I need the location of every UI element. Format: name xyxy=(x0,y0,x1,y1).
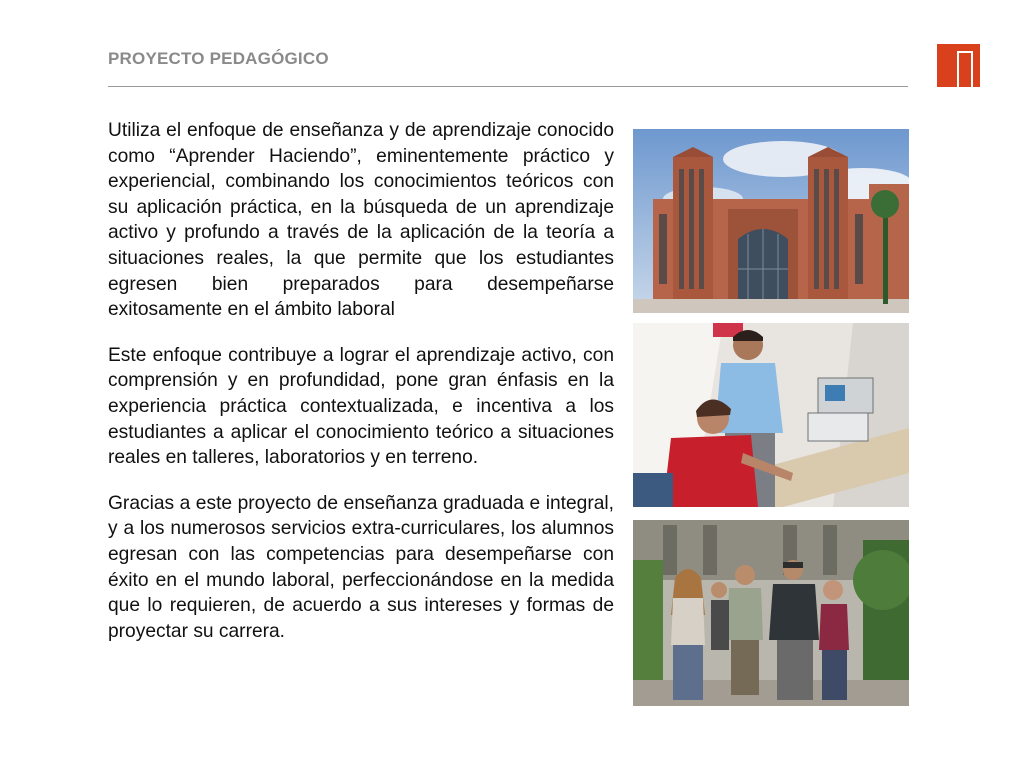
campus-building-photo xyxy=(633,129,909,313)
paragraph-1: Utiliza el enfoque de enseñanza y de aprendizaje conocido como “Aprender Haciendo”, eminentemente práctico y experiencial, combinando los conocimientos teóricos con su aplicación práctica, en la búsqueda de un aprendizaje activo y profundo a través de la aplicación de la teoría a situaciones reales, la que permite que los estudiantes egresen bien preparados para desempeñarse exitosamente en el ámbito laboral xyxy=(108,120,614,321)
lab-students-photo xyxy=(633,323,909,507)
paragraph-2: Este enfoque contribuye a lograr el aprendizaje activo, con comprensión y en profundidad, pone gran énfasis en la experiencia práctica contextualizada, e incentiva a los estudiantes a aplicar el conocimiento teórico a situaciones reales en talleres, laboratorios y en terreno. xyxy=(108,344,614,469)
page-title: PROYECTO PEDAGÓGICO xyxy=(108,49,329,68)
header-divider xyxy=(108,86,908,87)
walking-students-icon xyxy=(633,520,909,706)
lab-students-icon xyxy=(633,323,909,507)
body-text xyxy=(108,118,614,644)
red-square-logo-icon xyxy=(937,44,980,87)
campus-building-icon xyxy=(633,129,909,313)
paragraph-3: Gracias a este proyecto de enseñanza graduada e integral, y a los numerosos servicios extra-curriculares, los alumnos egresan con las competencias para desempeñarse con éxito en el mundo laboral, perfeccionándose en la medida que lo requieren, de acuerdo a sus intereses y formas de proyectar su carrera. xyxy=(108,492,614,642)
walking-students-photo xyxy=(633,520,909,706)
logo xyxy=(937,44,980,87)
